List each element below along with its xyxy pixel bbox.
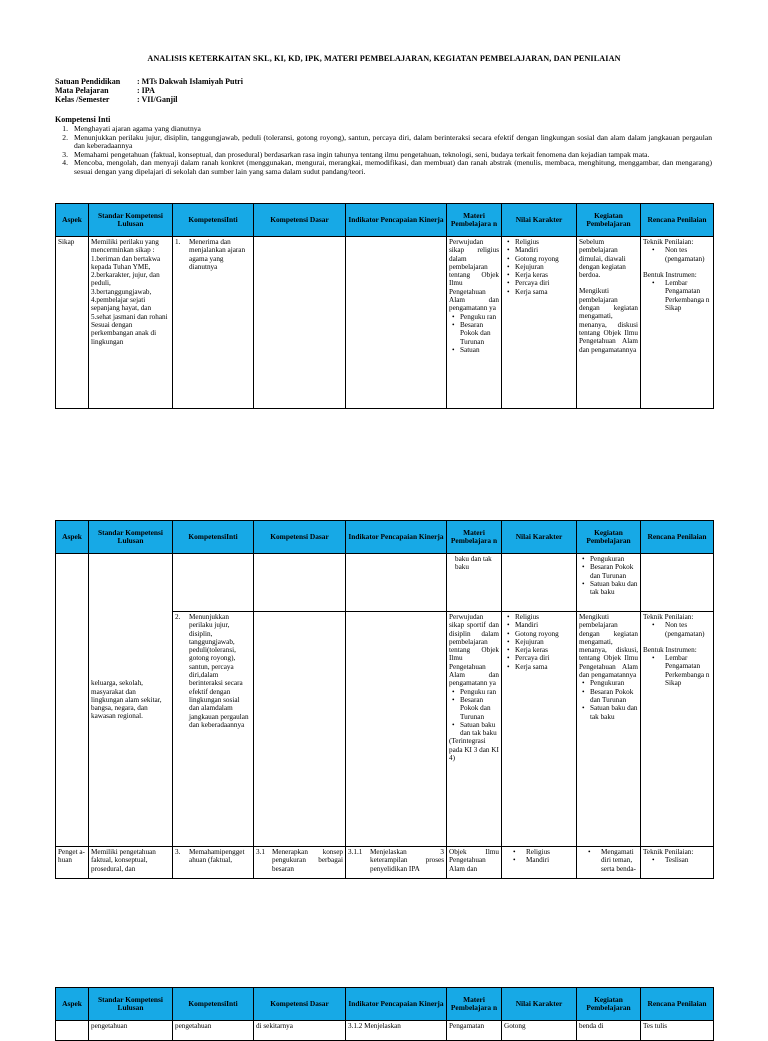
skl-item: 1.beriman dan bertakwa kepada Tuhan YME, bbox=[91, 254, 161, 271]
list-item: • Percaya diri bbox=[515, 654, 574, 662]
cell-penilaian bbox=[641, 612, 714, 847]
cell-materi bbox=[447, 237, 502, 409]
ki-entry-text: Menerima dan menjalankan ajaran agama yang dianutnya bbox=[189, 238, 246, 271]
meta-key: Kelas /Semester bbox=[55, 95, 110, 105]
ki-text: Mencoba, mengolah, dan menyaji dalam ranah konkret (menggunakan, mengurai, merangkai, memodifikasi, dan membuat) dan ranah abstrak (menulis, membaca, menghitung, menggambar, dan mengarang) sesuai dengan yang dipelajari di sekolah dan sumber lain yang sama dalam sudut pandang/teori. bbox=[74, 158, 712, 176]
header-skl: Standar Kompetensi Lulusan bbox=[89, 204, 173, 237]
cell-nilai: Gotong bbox=[502, 1021, 577, 1041]
cell-ipk bbox=[346, 612, 447, 847]
skl-item: 5.sehat jasmani dan rohani bbox=[91, 312, 168, 321]
cell-ki bbox=[173, 847, 254, 879]
header-ki: KompetensiInti bbox=[173, 988, 254, 1021]
ki-text: Menunjukkan perilaku jujur, disiplin, tanggungjawab, peduli (toleransi, gotong royong), santun, percaya diri, dalam berinteraksi secara efektif dengan lingkungan sosial dan alam dalam jangkauan pergaulan dan keberadaannya bbox=[74, 132, 712, 151]
cell-materi bbox=[447, 612, 502, 847]
cell-ipk: 3.1.2 Menjelaskan bbox=[346, 1021, 447, 1041]
list-item: • Pengukuran bbox=[590, 555, 638, 563]
list-item: • Kerja keras bbox=[515, 646, 574, 654]
skl-intro: Memiliki perilaku yang mencerminkan sikap : bbox=[91, 238, 159, 255]
cell-skl bbox=[89, 237, 173, 409]
header-aspek: Aspek bbox=[56, 204, 89, 237]
list-item: • Gotong royong bbox=[515, 630, 574, 638]
cell-ki: pengetahuan bbox=[173, 1021, 254, 1041]
meta-row bbox=[55, 95, 243, 104]
list-item: • Mandiri bbox=[515, 621, 574, 629]
list-item: • Kerja sama bbox=[515, 288, 574, 296]
kd-entry-number: 3.1 bbox=[256, 848, 265, 856]
cell-ipk bbox=[346, 554, 447, 612]
spacer bbox=[643, 638, 711, 646]
cell-penilaian bbox=[641, 237, 714, 409]
meta-row bbox=[55, 77, 243, 86]
analysis-table-3 bbox=[55, 987, 714, 1041]
header-kd: Kompetensi Dasar bbox=[254, 204, 346, 237]
header-aspek: Aspek bbox=[56, 988, 89, 1021]
cell-skl: keluarga, sekolah, masyarakat dan lingkungan alam sekitar, bangsa, negara, dan kawasan regional. bbox=[89, 554, 173, 847]
skl-item: 4.pembelajar sejati sepanjang hayat, dan bbox=[91, 296, 152, 313]
skl-item: 3.bertanggungjawab, bbox=[91, 287, 152, 296]
ipk-entry-number: 3.1.1 bbox=[348, 848, 363, 856]
ki-entry-number: 1. bbox=[175, 238, 181, 246]
nilai-list bbox=[504, 848, 574, 865]
kegiatan-list bbox=[579, 679, 638, 720]
header-ipk: Indikator Pencapaian Kinerja bbox=[346, 204, 447, 237]
cell-skl: Memiliki pengetahuan faktual, konseptual, prosedural, dan bbox=[89, 847, 173, 879]
list-item: • Pengukuran bbox=[590, 679, 638, 687]
header-kd: Kompetensi Dasar bbox=[254, 521, 346, 554]
cell-ki bbox=[173, 237, 254, 409]
cell-kegiatan: benda di bbox=[577, 1021, 641, 1041]
cell-penilaian: Tes tulis bbox=[641, 1021, 714, 1041]
cell-kegiatan bbox=[577, 612, 641, 847]
header-aspek: Aspek bbox=[56, 521, 89, 554]
list-item: • Non tes (pengamatan) bbox=[665, 621, 711, 638]
identity-block bbox=[55, 77, 243, 105]
header-penilaian: Rencana Penilaian bbox=[641, 521, 714, 554]
list-item: • Besaran Pokok dan Turunan bbox=[590, 688, 638, 705]
cell-kd bbox=[254, 847, 346, 879]
list-item: • Besaran Pokok dan Turunan bbox=[590, 563, 638, 580]
list-item: • Kejujuran bbox=[515, 638, 574, 646]
spacer bbox=[643, 263, 711, 271]
table-row bbox=[56, 237, 714, 409]
list-item: • Satuan baku dan tak baku bbox=[460, 721, 499, 738]
table-row bbox=[56, 554, 714, 612]
list-item: • Mengamati diri teman, serta benda- bbox=[601, 848, 638, 873]
list-item: • Gotong royong bbox=[515, 255, 574, 263]
table-header-row bbox=[56, 988, 714, 1021]
ki-item bbox=[55, 159, 712, 176]
cell-kd bbox=[254, 554, 346, 612]
cell-materi: Pengamatan bbox=[447, 1021, 502, 1041]
skl-item: 2.berkarakter, jujur, dan peduli, bbox=[91, 271, 160, 288]
header-nilai: Nilai Karakter bbox=[502, 204, 577, 237]
meta-value: : IPA bbox=[137, 86, 155, 96]
header-materi: Materi Pembelajara n bbox=[447, 204, 502, 237]
ki-number: 3. bbox=[62, 149, 68, 159]
header-materi: Materi Pembelajara n bbox=[447, 521, 502, 554]
header-penilaian: Rencana Penilaian bbox=[641, 204, 714, 237]
cell-aspek bbox=[56, 554, 89, 847]
materi-note: (Terintegrasi pada KI 3 dan KI 4) bbox=[449, 737, 499, 763]
list-item: • Kerja keras bbox=[515, 271, 574, 279]
header-ki: KompetensiInti bbox=[173, 521, 254, 554]
cell-skl: pengetahuan bbox=[89, 1021, 173, 1041]
list-item: • Kejujuran bbox=[515, 263, 574, 271]
list-item: • Besaran Pokok dan Turunan bbox=[460, 321, 499, 346]
ki-item bbox=[55, 134, 712, 151]
list-item: • Religius bbox=[515, 238, 574, 246]
penilaian-list bbox=[643, 654, 711, 687]
cell-ipk bbox=[346, 237, 447, 409]
list-item: • Teslisan bbox=[665, 856, 711, 864]
ki-entry bbox=[175, 848, 251, 865]
cell-materi bbox=[447, 847, 502, 879]
materi-list bbox=[449, 688, 499, 738]
list-item: • Mandiri bbox=[515, 246, 574, 254]
list-item: • Lembar Pengamatan Perkembanga n Sikap bbox=[665, 279, 711, 312]
cell-kegiatan bbox=[577, 237, 641, 409]
ki-entry-text: Memahamipengget ahuan (faktual, bbox=[189, 848, 245, 865]
nilai-list bbox=[504, 613, 574, 671]
list-item: • Lembar Pengamatan Perkembanga n Sikap bbox=[665, 654, 711, 687]
penilaian-list bbox=[643, 621, 711, 638]
header-kd: Kompetensi Dasar bbox=[254, 988, 346, 1021]
cell-aspek: Sikap bbox=[56, 237, 89, 409]
header-kegiatan: Kegiatan Pembelajaran bbox=[577, 204, 641, 237]
penilaian-list bbox=[643, 279, 711, 312]
meta-key: Satuan Pendidikan bbox=[55, 77, 121, 86]
materi-text: baku dan tak baku bbox=[455, 555, 492, 572]
penilaian-label: Teknik Penilaian: bbox=[643, 238, 694, 246]
cell-penilaian bbox=[641, 847, 714, 879]
table-header-row bbox=[56, 204, 714, 237]
cell-nilai bbox=[502, 847, 577, 879]
cell-aspek: Penget a-huan bbox=[56, 847, 89, 879]
ki-entry bbox=[175, 613, 251, 729]
kegiatan-text: Sebelum pembelajaran dimulai, diawali dengan kegiatan berdoa. bbox=[579, 238, 626, 280]
list-item: • Kerja sama bbox=[515, 663, 574, 671]
list-item: • Besaran Pokok dan Turunan bbox=[460, 696, 499, 721]
header-skl: Standar Kompetensi Lulusan bbox=[89, 988, 173, 1021]
cell-kd bbox=[254, 612, 346, 847]
ki-text: Menghayati ajaran agama yang dianutnya bbox=[74, 124, 201, 133]
document-title: ANALISIS KETERKAITAN SKL, KI, KD, IPK, MATERI PEMBELAJARAN, KEGIATAN PEMBELAJARAN, DAN PENILAIAN bbox=[147, 54, 621, 63]
materi-text: Perwujudan sikap sportif dan disiplin dalam pembelajaran tentang Objek Ilmu Pengetahuan Alam dan pengamatann ya bbox=[449, 613, 499, 688]
penilaian-list bbox=[643, 856, 711, 864]
cell-kd: di sekitarnya bbox=[254, 1021, 346, 1041]
cell-kd bbox=[254, 237, 346, 409]
materi-text: Perwujudan sikap religius dalam pembelajaran tentang Objek Ilmu Pengetahuan Alam dan pengamatann ya bbox=[449, 238, 499, 313]
cell-ki bbox=[173, 612, 254, 847]
header-kegiatan: Kegiatan Pembelajaran bbox=[577, 521, 641, 554]
list-item: • Religius bbox=[526, 848, 574, 856]
list-item: • Penguku ran bbox=[460, 313, 499, 321]
ki-entry bbox=[175, 238, 251, 271]
list-item: • Religius bbox=[515, 613, 574, 621]
list-item: • Mandiri bbox=[526, 856, 574, 864]
header-penilaian: Rencana Penilaian bbox=[641, 988, 714, 1021]
header-nilai: Nilai Karakter bbox=[502, 988, 577, 1021]
penilaian-list bbox=[643, 246, 711, 263]
materi-text: Objek Ilmu Pengetahuan Alam dan bbox=[449, 848, 499, 873]
spacer bbox=[579, 279, 638, 287]
analysis-table-2 bbox=[55, 520, 714, 879]
penilaian-label: Bentuk Instrumen: bbox=[643, 270, 697, 279]
kd-entry bbox=[256, 848, 343, 873]
penilaian-label: Teknik Penilaian: bbox=[643, 848, 694, 856]
cell-nilai bbox=[502, 554, 577, 612]
penilaian-label: Teknik Penilaian: bbox=[643, 613, 694, 621]
header-materi: Materi Pembelajara n bbox=[447, 988, 502, 1021]
kegiatan-text: Mengikuti pembelajaran dengan kegiatan mengamati, menanya, diskusi tentang Objek Ilmu Pengetahuan Alam dan pengamatannya bbox=[579, 287, 638, 354]
ki-list bbox=[55, 125, 712, 177]
ki-entry-text: Menunjukkan perilaku jujur, disiplin, tanggungjawab, peduli(toleransi, gotong royong), santun, percaya diri,dalam berinteraksi secara efektif dengan lingkungan sosial dan alamdalam jangkauan pergaulan dan keberadaannya bbox=[189, 613, 249, 729]
ki-entry-number: 3. bbox=[175, 848, 181, 856]
materi-list bbox=[449, 313, 499, 354]
kegiatan-text: Mengikuti pembelajaran dengan kegiatan mengamati, menanya, diskusi, tentang Objek Ilmu Pengetahuan Alam dan pengamatannya bbox=[579, 613, 638, 680]
list-item: • Non tes (pengamatan) bbox=[665, 246, 711, 263]
cell-penilaian bbox=[641, 554, 714, 612]
skl-tail: Sesuai dengan perkembangan anak di lingkungan bbox=[91, 320, 157, 346]
cell-kegiatan bbox=[577, 554, 641, 612]
ki-number: 2. bbox=[62, 132, 68, 142]
penilaian-label: Bentuk Instrumen: bbox=[643, 645, 697, 654]
meta-key: Mata Pelajaran bbox=[55, 86, 109, 96]
cell-materi bbox=[447, 554, 502, 612]
cell-ipk bbox=[346, 847, 447, 879]
cell-ki bbox=[173, 554, 254, 612]
ki-text: Memahami pengetahuan (faktual, konseptual, dan prosedural) berdasarkan rasa ingin tahunya tentang ilmu pengetahuan, teknologi, seni, budaya terkait fenomena dan kejadian tampak mata. bbox=[74, 149, 650, 159]
meta-value: : MTs Dakwah Islamiyah Putri bbox=[137, 77, 243, 86]
list-item: • Satuan bbox=[460, 346, 499, 354]
cell-nilai bbox=[502, 237, 577, 409]
kegiatan-list bbox=[579, 848, 638, 873]
cell-nilai bbox=[502, 612, 577, 847]
kegiatan-list bbox=[579, 555, 638, 596]
meta-row bbox=[55, 86, 243, 95]
ki-number: 1. bbox=[62, 124, 68, 133]
header-ipk: Indikator Pencapaian Kinerja bbox=[346, 988, 447, 1021]
list-item: • Satuan baku dan tak baku bbox=[590, 580, 638, 597]
analysis-table-1 bbox=[55, 203, 714, 409]
header-nilai: Nilai Karakter bbox=[502, 521, 577, 554]
table-header-row bbox=[56, 521, 714, 554]
nilai-list bbox=[504, 238, 574, 296]
header-kegiatan: Kegiatan Pembelajaran bbox=[577, 988, 641, 1021]
ipk-entry bbox=[348, 848, 444, 873]
list-item: • Percaya diri bbox=[515, 279, 574, 287]
table-row bbox=[56, 847, 714, 879]
cell-kegiatan bbox=[577, 847, 641, 879]
ki-heading: Kompetensi Inti bbox=[55, 115, 111, 124]
header-skl: Standar Kompetensi Lulusan bbox=[89, 521, 173, 554]
ki-number: 4. bbox=[62, 158, 68, 168]
ki-entry-number: 2. bbox=[175, 613, 181, 621]
kd-entry-text: Menerapkan konsep pengukuran berbagai besaran bbox=[272, 848, 343, 873]
meta-value: : VII/Ganjil bbox=[137, 95, 178, 105]
header-ipk: Indikator Pencapaian Kinerja bbox=[346, 521, 447, 554]
list-item: • Penguku ran bbox=[460, 688, 499, 696]
list-item: • Satuan baku dan tak baku bbox=[590, 704, 638, 721]
header-ki: KompetensiInti bbox=[173, 204, 254, 237]
ipk-entry-text: Menjelaskan 3 keterampilan proses penyelidikan IPA bbox=[370, 848, 444, 873]
